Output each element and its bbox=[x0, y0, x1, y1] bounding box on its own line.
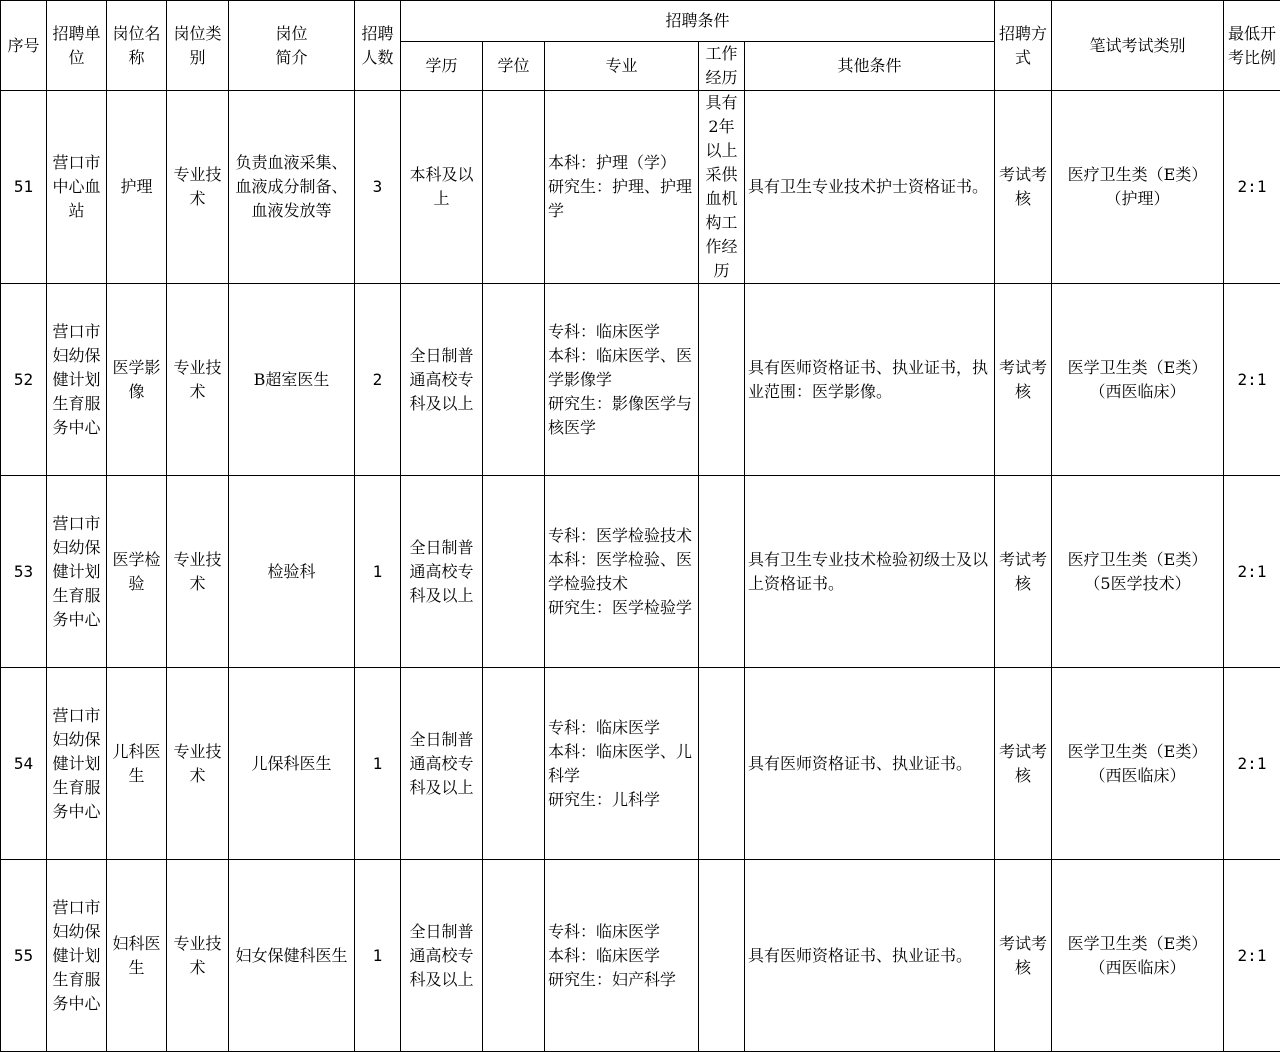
degree-cell bbox=[483, 476, 545, 668]
education-cell: 全日制普通高校专科及以上 bbox=[401, 284, 483, 476]
header-unit: 招聘单位 bbox=[47, 1, 107, 91]
header-work-exp: 工作经历 bbox=[699, 42, 745, 91]
table-row bbox=[1, 476, 1280, 668]
education-cell: 全日制普通高校专科及以上 bbox=[401, 668, 483, 860]
header-exam-type: 笔试考试类别 bbox=[1052, 1, 1224, 91]
major-cell: 本科：护理（学） 研究生：护理、护理学 bbox=[545, 91, 699, 284]
unit-cell: 营口市妇幼保健计划生育服务中心 bbox=[47, 284, 107, 476]
other-cell: 具有卫生专业技术护士资格证书。 bbox=[745, 91, 995, 284]
post-type-cell: 专业技术 bbox=[167, 860, 229, 1052]
header-method: 招聘方式 bbox=[995, 1, 1052, 91]
ratio-cell: 2:1 bbox=[1224, 668, 1280, 860]
post-name-cell: 医学影像 bbox=[107, 284, 167, 476]
table-row bbox=[1, 668, 1280, 860]
post-desc-cell: 负责血液采集、血液成分制备、血液发放等 bbox=[229, 91, 355, 284]
ratio-cell: 2:1 bbox=[1224, 91, 1280, 284]
post-type-cell: 专业技术 bbox=[167, 476, 229, 668]
post-name-cell: 妇科医生 bbox=[107, 860, 167, 1052]
other-cell: 具有卫生专业技术检验初级士及以上资格证书。 bbox=[745, 476, 995, 668]
exam-type-cell: 医学卫生类（E类） （西医临床） bbox=[1052, 668, 1224, 860]
education-cell: 本科及以上 bbox=[401, 91, 483, 284]
header-post-type: 岗位类别 bbox=[167, 1, 229, 91]
ratio-cell: 2:1 bbox=[1224, 476, 1280, 668]
education-cell: 全日制普通高校专科及以上 bbox=[401, 476, 483, 668]
count-cell: 3 bbox=[355, 91, 401, 284]
degree-cell bbox=[483, 91, 545, 284]
table-body bbox=[1, 91, 1280, 1052]
header-conditions: 招聘条件 bbox=[401, 1, 995, 42]
seq-cell: 51 bbox=[1, 91, 47, 284]
header-post-desc: 岗位简介 bbox=[229, 1, 355, 91]
exam-type-cell: 医学卫生类（E类） （西医临床） bbox=[1052, 284, 1224, 476]
major-cell: 专科：临床医学 本科：临床医学、医学影像学 研究生：影像医学与核医学 bbox=[545, 284, 699, 476]
header-count: 招聘人数 bbox=[355, 1, 401, 91]
post-name-cell: 护理 bbox=[107, 91, 167, 284]
header-other: 其他条件 bbox=[745, 42, 995, 91]
post-type-cell: 专业技术 bbox=[167, 91, 229, 284]
post-desc-cell: 检验科 bbox=[229, 476, 355, 668]
other-cell: 具有医师资格证书、执业证书。 bbox=[745, 668, 995, 860]
header-education: 学历 bbox=[401, 42, 483, 91]
header-ratio: 最低开考比例 bbox=[1224, 1, 1280, 91]
header-post-name: 岗位名称 bbox=[107, 1, 167, 91]
work-exp-cell bbox=[699, 860, 745, 1052]
method-cell: 考试考核 bbox=[995, 284, 1052, 476]
unit-cell: 营口市妇幼保健计划生育服务中心 bbox=[47, 860, 107, 1052]
post-desc-cell: 妇女保健科医生 bbox=[229, 860, 355, 1052]
post-desc-cell: 儿保科医生 bbox=[229, 668, 355, 860]
table-row bbox=[1, 284, 1280, 476]
seq-cell: 52 bbox=[1, 284, 47, 476]
major-cell: 专科：临床医学 本科：临床医学、儿科学 研究生：儿科学 bbox=[545, 668, 699, 860]
count-cell: 1 bbox=[355, 860, 401, 1052]
count-cell: 1 bbox=[355, 476, 401, 668]
degree-cell bbox=[483, 284, 545, 476]
degree-cell bbox=[483, 668, 545, 860]
ratio-cell: 2:1 bbox=[1224, 860, 1280, 1052]
post-desc-cell: B超室医生 bbox=[229, 284, 355, 476]
method-cell: 考试考核 bbox=[995, 668, 1052, 860]
count-cell: 1 bbox=[355, 668, 401, 860]
seq-cell: 54 bbox=[1, 668, 47, 860]
count-cell: 2 bbox=[355, 284, 401, 476]
major-cell: 专科：医学检验技术 本科：医学检验、医学检验技术 研究生：医学检验学 bbox=[545, 476, 699, 668]
header-degree: 学位 bbox=[483, 42, 545, 91]
post-name-cell: 儿科医生 bbox=[107, 668, 167, 860]
unit-cell: 营口市妇幼保健计划生育服务中心 bbox=[47, 668, 107, 860]
seq-cell: 55 bbox=[1, 860, 47, 1052]
work-exp-cell bbox=[699, 284, 745, 476]
major-cell: 专科：临床医学 本科：临床医学 研究生：妇产科学 bbox=[545, 860, 699, 1052]
post-name-cell: 医学检验 bbox=[107, 476, 167, 668]
post-type-cell: 专业技术 bbox=[167, 284, 229, 476]
seq-cell: 53 bbox=[1, 476, 47, 668]
unit-cell: 营口市中心血站 bbox=[47, 91, 107, 284]
method-cell: 考试考核 bbox=[995, 91, 1052, 284]
header-seq: 序号 bbox=[1, 1, 47, 91]
method-cell: 考试考核 bbox=[995, 476, 1052, 668]
exam-type-cell: 医疗卫生类（E类） （护理） bbox=[1052, 91, 1224, 284]
ratio-cell: 2:1 bbox=[1224, 284, 1280, 476]
table-header bbox=[1, 1, 1280, 91]
degree-cell bbox=[483, 860, 545, 1052]
exam-type-cell: 医学卫生类（E类） （西医临床） bbox=[1052, 860, 1224, 1052]
exam-type-cell: 医疗卫生类（E类） （5医学技术） bbox=[1052, 476, 1224, 668]
table-row bbox=[1, 91, 1280, 284]
other-cell: 具有医师资格证书、执业证书，执业范围：医学影像。 bbox=[745, 284, 995, 476]
unit-cell: 营口市妇幼保健计划生育服务中心 bbox=[47, 476, 107, 668]
table-row bbox=[1, 860, 1280, 1052]
work-exp-cell bbox=[699, 476, 745, 668]
other-cell: 具有医师资格证书、执业证书。 bbox=[745, 860, 995, 1052]
work-exp-cell: 具有2年以上采供血机构工作经历 bbox=[699, 91, 745, 284]
header-major: 专业 bbox=[545, 42, 699, 91]
post-type-cell: 专业技术 bbox=[167, 668, 229, 860]
method-cell: 考试考核 bbox=[995, 860, 1052, 1052]
work-exp-cell bbox=[699, 668, 745, 860]
education-cell: 全日制普通高校专科及以上 bbox=[401, 860, 483, 1052]
